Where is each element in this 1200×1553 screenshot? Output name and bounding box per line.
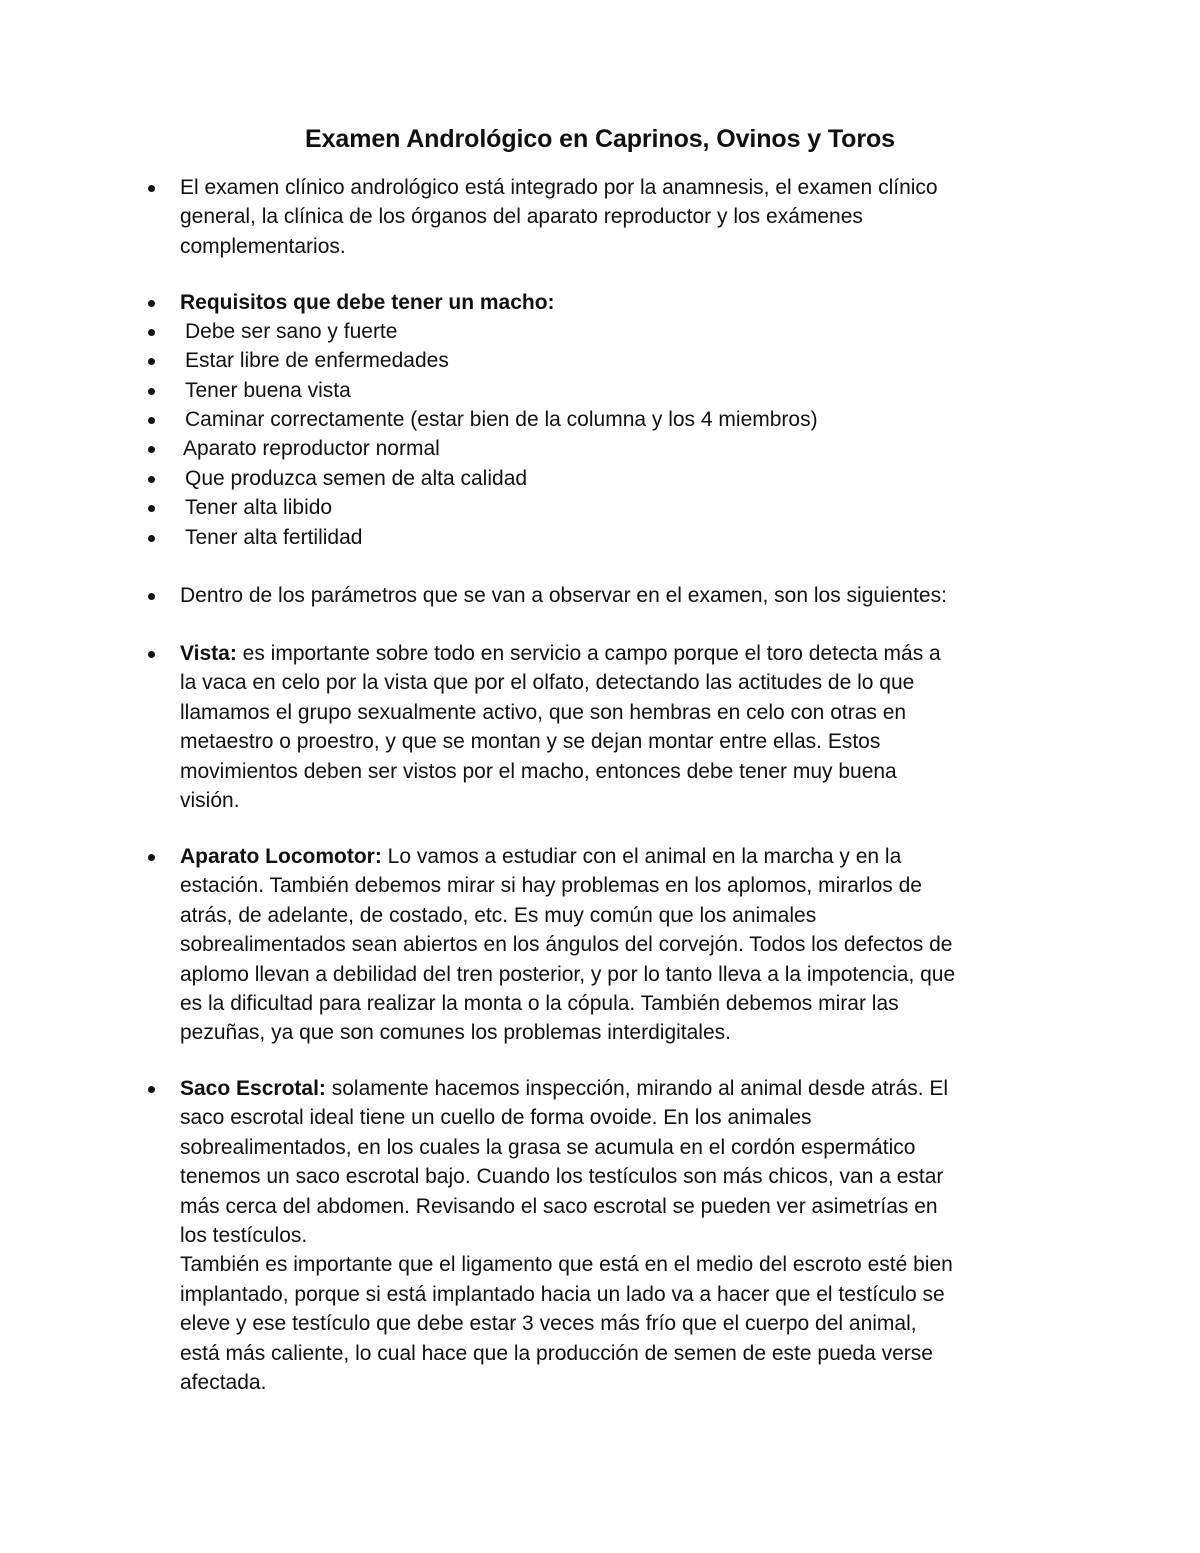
- bullet-icon: [148, 593, 155, 600]
- requisito-text: Estar libre de enfermedades: [185, 349, 449, 372]
- requisito-text: Tener buena vista: [185, 379, 351, 402]
- bullet-icon: [148, 388, 155, 395]
- bullet-icon: [148, 505, 155, 512]
- requisito-text: Debe ser sano y fuerte: [185, 320, 398, 343]
- bullet-icon: [148, 417, 155, 424]
- requisitos-heading: Requisitos que debe tener un macho:: [180, 291, 555, 314]
- bullet-icon: [148, 300, 155, 307]
- bullet-icon: [148, 535, 155, 542]
- document-title: Examen Andrológico en Caprinos, Ovinos y Toros: [305, 125, 895, 153]
- requisito-text: Tener alta fertilidad: [185, 526, 363, 549]
- bullet-icon: [148, 185, 155, 192]
- requisito-text: Tener alta libido: [185, 496, 333, 519]
- requisito-text: Que produzca semen de alta calidad: [185, 467, 528, 490]
- requisito-text: Caminar correctamente (estar bien de la columna y los 4 miembros): [185, 408, 818, 431]
- locomotor-text: Lo vamos a estudiar con el animal en la marcha y en la estación. También debemos mirar si hay problemas en los aplomos, mirarlos de atrás, de adelante, de costado, etc. Es muy común que los animales sobrealimentados sean abiertos en los ángulos del corvejón. Todos los defectos de aplomo llevan a debilidad del tren posterior, y por lo tanto lleva a la impotencia, que es la dificultad para realizar la monta o la cópula. También debemos mirar las pezuñas, ya que son comunes los problemas interdigitales.: [180, 845, 956, 1045]
- vista-text: es importante sobre todo en servicio a campo porque el toro detecta más a la vaca en celo por la vista que por el olfato, detectando las actitudes de lo que llamamos el grupo sexualmente activo, que son hembras en celo con otras en metaestro o proestro, y que se montan y se dejan montar entre ellas. Estos movimientos deben ser vistos por el macho, entonces debe tener muy buena visión.: [180, 642, 941, 813]
- escrotal-text: solamente hacemos inspección, mirando al animal desde atrás. El saco escrotal ideal tiene un cuello de forma ovoide. En los animales sobrealimentados, en los cuales la grasa se acumula en el cordón espermático tenemos un saco escrotal bajo. Cuando los testículos son más chicos, van a estar más cerca del abdomen. Revisando el saco escrotal se pueden ver asimetrías en los testículos. También es importante que el ligamento que está en el medio del escroto esté bien implantado, porque si está implantado hacia un lado va a hacer que el testículo se eleve y ese testículo que debe estar 3 veces más frío que el cuerpo del animal, está más caliente, lo cual hace que la producción de semen de este pueda verse afectada.: [180, 1077, 953, 1395]
- locomotor-paragraph: [180, 842, 1060, 1048]
- bullet-icon: [148, 854, 155, 861]
- bullet-icon: [148, 651, 155, 658]
- locomotor-label: Aparato Locomotor:: [180, 845, 382, 868]
- vista-paragraph: [180, 639, 1060, 815]
- bullet-icon: [148, 329, 155, 336]
- bullet-icon: [148, 476, 155, 483]
- escrotal-label: Saco Escrotal:: [180, 1077, 326, 1100]
- bullet-icon: [148, 358, 155, 365]
- intro-text: El examen clínico andrológico está integrado por la anamnesis, el examen clínico general, la clínica de los órganos del aparato reproductor y los exámenes complementarios.: [180, 176, 938, 258]
- requisito-text: Aparato reproductor normal: [183, 437, 440, 460]
- bullet-icon: [148, 446, 155, 453]
- vista-label: Vista:: [180, 642, 237, 665]
- parametros-text: Dentro de los parámetros que se van a observar en el examen, son los siguientes:: [180, 584, 947, 607]
- bullet-icon: [148, 1086, 155, 1093]
- escrotal-paragraph: [180, 1074, 1060, 1397]
